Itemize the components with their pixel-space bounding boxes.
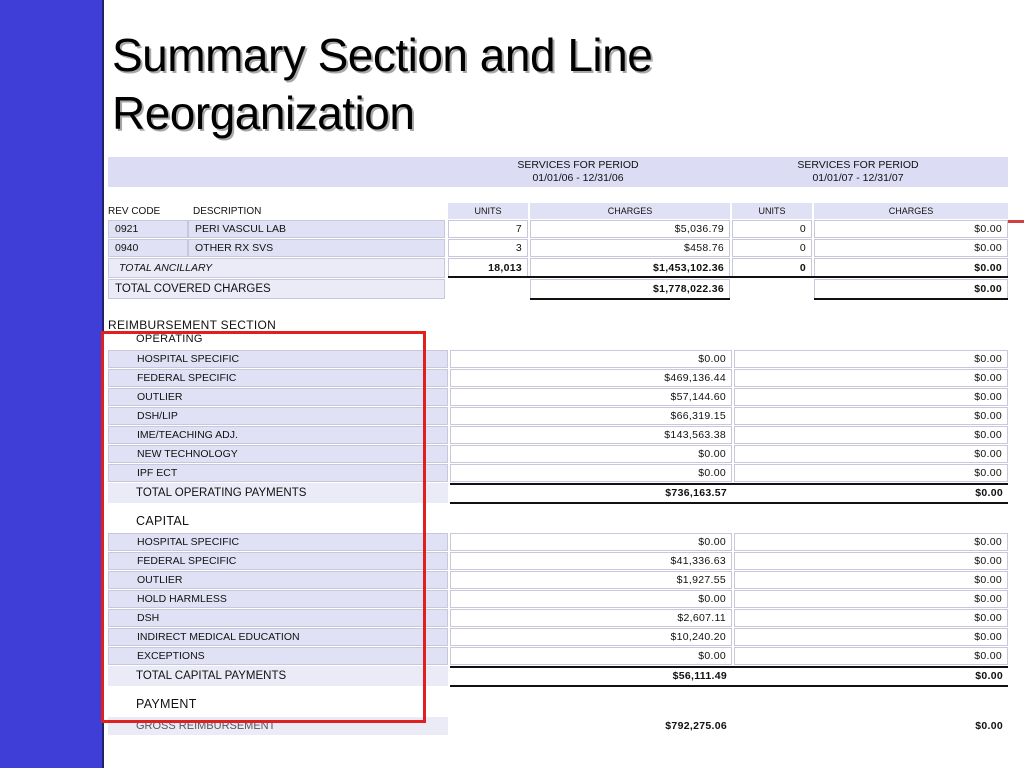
total-ancillary-units1: 18,013 — [448, 258, 528, 278]
col-charges-2: CHARGES — [814, 203, 1008, 219]
total-capital-label: TOTAL CAPITAL PAYMENTS — [108, 666, 448, 686]
charges-cell: $458.76 — [530, 239, 730, 257]
gross-reimbursement-v1: $792,275.06 — [665, 720, 727, 732]
slide-title — [112, 26, 992, 142]
col-rev-code: REV CODE — [108, 205, 161, 217]
capital-title: CAPITAL — [136, 514, 190, 528]
total-rule — [450, 483, 1008, 485]
operating-title: OPERATING — [136, 333, 203, 345]
table-row — [108, 239, 1008, 257]
period1-value: $143,563.38 — [450, 426, 732, 444]
row-label: OUTLIER — [108, 388, 448, 406]
column-header-row — [108, 203, 1008, 219]
gross-reimbursement-label: GROSS REIMBURSEMENT — [108, 717, 448, 735]
row-label: IPF ECT — [108, 464, 448, 482]
period1-value: $0.00 — [450, 647, 732, 665]
col-units-2: UNITS — [732, 203, 812, 219]
total-operating-v2: $0.00 — [975, 487, 1003, 499]
col-units-1: UNITS — [448, 203, 528, 219]
charges-cell: $5,036.79 — [530, 220, 730, 238]
description-cell: OTHER RX SVS — [188, 239, 445, 257]
total-covered-charges1: $1,778,022.36 — [530, 279, 730, 299]
col-description: DESCRIPTION — [193, 205, 262, 217]
row-label: EXCEPTIONS — [108, 647, 448, 665]
period2-value: $0.00 — [734, 464, 1008, 482]
row-label: INDIRECT MEDICAL EDUCATION — [108, 628, 448, 646]
total-ancillary-charges2: $0.00 — [814, 258, 1008, 278]
total-rule — [814, 298, 1008, 300]
charges-cell: $0.00 — [814, 220, 1008, 238]
row-label: FEDERAL SPECIFIC — [108, 552, 448, 570]
reimbursement-section-title: REIMBURSEMENT SECTION — [108, 318, 277, 332]
total-rule — [450, 685, 1008, 687]
period2-value: $0.00 — [734, 647, 1008, 665]
total-capital-v1: $56,111.49 — [672, 670, 727, 682]
period2-value: $0.00 — [734, 407, 1008, 425]
row-label: HOLD HARMLESS — [108, 590, 448, 608]
period1-header — [448, 159, 708, 185]
total-ancillary-label: TOTAL ANCILLARY — [108, 258, 445, 278]
period1-value: $41,336.63 — [450, 552, 732, 570]
period1-value: $469,136.44 — [450, 369, 732, 387]
units-cell: 3 — [448, 239, 528, 257]
units-cell: 0 — [732, 220, 812, 238]
period1-value: $0.00 — [450, 445, 732, 463]
gross-reimbursement-v2: $0.00 — [975, 720, 1003, 732]
period2-header — [728, 159, 988, 185]
period1-label: SERVICES FOR PERIOD — [517, 159, 639, 171]
payment-title: PAYMENT — [136, 697, 197, 711]
total-operating-v1: $736,163.57 — [665, 487, 727, 499]
period2-label: SERVICES FOR PERIOD — [797, 159, 919, 171]
total-covered-label: TOTAL COVERED CHARGES — [108, 279, 445, 299]
description-cell: PERI VASCUL LAB — [188, 220, 445, 238]
period2-value: $0.00 — [734, 609, 1008, 627]
total-rule — [450, 502, 1008, 504]
period2-value: $0.00 — [734, 426, 1008, 444]
period1-value: $1,927.55 — [450, 571, 732, 589]
rev-code-cell: 0940 — [108, 239, 188, 257]
row-label: IME/TEACHING ADJ. — [108, 426, 448, 444]
period1-value: $2,607.11 — [450, 609, 732, 627]
total-rule — [450, 666, 1008, 668]
period2-value: $0.00 — [734, 628, 1008, 646]
period2-dates: 01/01/07 - 12/31/07 — [812, 172, 904, 184]
total-covered-charges2: $0.00 — [814, 279, 1008, 299]
period2-value: $0.00 — [734, 533, 1008, 551]
units-cell: 7 — [448, 220, 528, 238]
total-rule — [530, 298, 730, 300]
row-label: OUTLIER — [108, 571, 448, 589]
total-operating-label: TOTAL OPERATING PAYMENTS — [108, 483, 448, 503]
period1-value: $57,144.60 — [450, 388, 732, 406]
slide-title-line-1: Summary Section and Line — [112, 29, 653, 81]
table-row — [108, 220, 1008, 238]
period1-value: $66,319.15 — [450, 407, 732, 425]
highlight-box — [101, 331, 426, 723]
period1-value: $0.00 — [450, 533, 732, 551]
period2-value: $0.00 — [734, 571, 1008, 589]
row-label: HOSPITAL SPECIFIC — [108, 533, 448, 551]
row-label: HOSPITAL SPECIFIC — [108, 350, 448, 368]
period1-value: $0.00 — [450, 590, 732, 608]
col-charges-1: CHARGES — [530, 203, 730, 219]
total-capital-v2: $0.00 — [975, 670, 1003, 682]
row-label: DSH/LIP — [108, 407, 448, 425]
period2-value: $0.00 — [734, 369, 1008, 387]
period2-value: $0.00 — [734, 552, 1008, 570]
row-label: NEW TECHNOLOGY — [108, 445, 448, 463]
period1-value: $0.00 — [450, 350, 732, 368]
red-pointer-tick — [1008, 220, 1024, 223]
total-rule — [448, 276, 1008, 278]
row-label: FEDERAL SPECIFIC — [108, 369, 448, 387]
charges-cell: $0.00 — [814, 239, 1008, 257]
total-ancillary-row — [108, 258, 1008, 278]
total-covered-row — [108, 279, 1008, 299]
units-cell: 0 — [732, 239, 812, 257]
period1-value: $0.00 — [450, 464, 732, 482]
period2-value: $0.00 — [734, 388, 1008, 406]
total-ancillary-units2: 0 — [732, 258, 812, 278]
slide-title-line-2: Reorganization — [112, 87, 415, 139]
period2-value: $0.00 — [734, 445, 1008, 463]
period2-value: $0.00 — [734, 590, 1008, 608]
rev-code-cell: 0921 — [108, 220, 188, 238]
period1-value: $10,240.20 — [450, 628, 732, 646]
period1-dates: 01/01/06 - 12/31/06 — [532, 172, 624, 184]
total-ancillary-charges1: $1,453,102.36 — [530, 258, 730, 278]
slide-side-bar — [0, 0, 102, 768]
period2-value: $0.00 — [734, 350, 1008, 368]
row-label: DSH — [108, 609, 448, 627]
